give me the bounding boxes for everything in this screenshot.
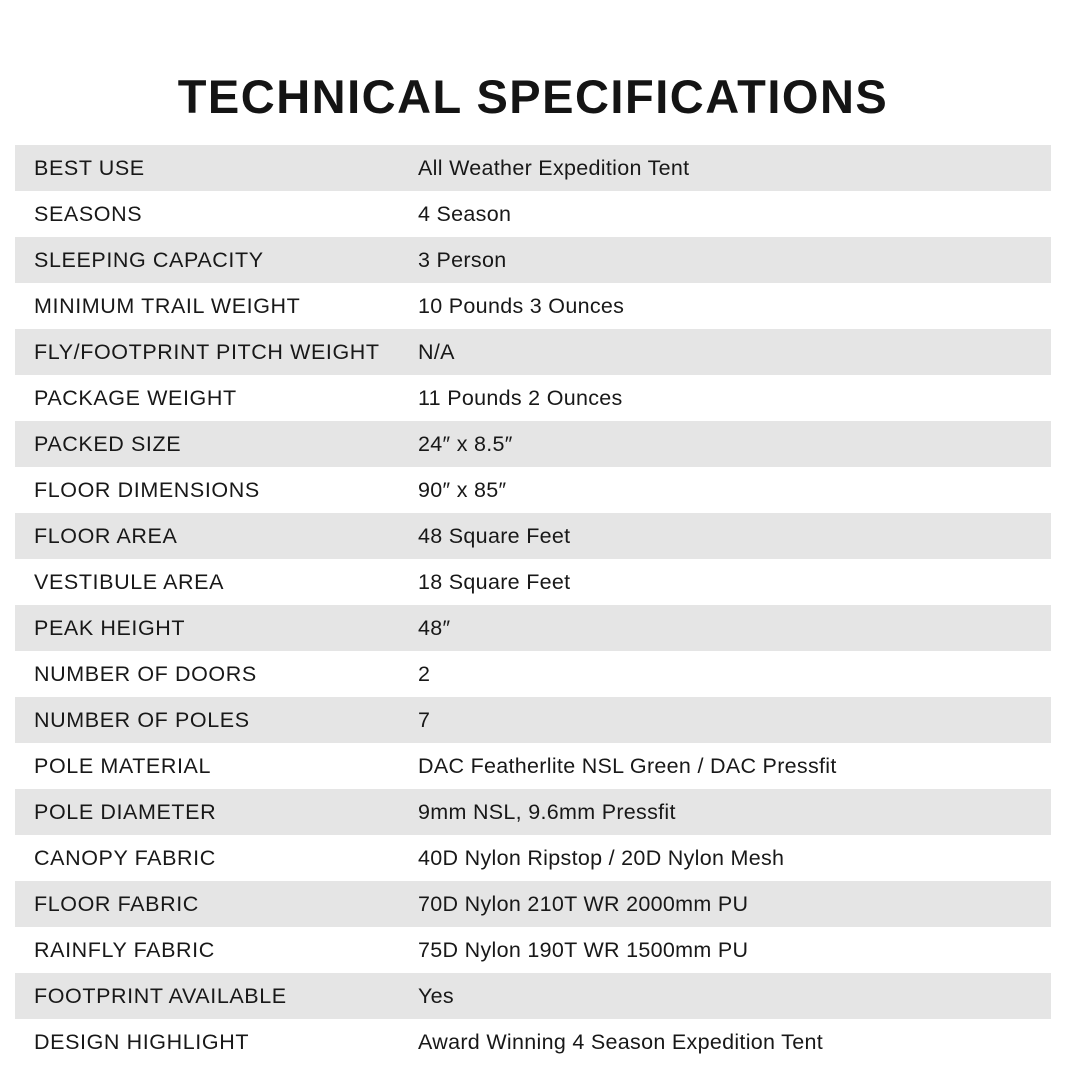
- page-title: TECHNICAL SPECIFICATIONS: [177, 70, 889, 124]
- spec-value: Award Winning 4 Season Expedition Tent: [418, 1029, 824, 1054]
- spec-row-peak-height: [15, 605, 1051, 651]
- spec-value: 90″ x 85″: [418, 477, 507, 502]
- spec-value: 7: [418, 707, 431, 732]
- spec-row-vestibule-area: [15, 559, 1051, 605]
- spec-row-pole-diameter: [15, 789, 1051, 835]
- spec-label: NUMBER OF DOORS: [34, 661, 257, 686]
- spec-row-footprint-available: [15, 973, 1051, 1019]
- spec-value: 2: [418, 661, 431, 686]
- spec-value: 48 Square Feet: [418, 523, 571, 548]
- spec-label: FLY/FOOTPRINT PITCH WEIGHT: [34, 339, 380, 364]
- spec-label: FOOTPRINT AVAILABLE: [34, 983, 287, 1008]
- spec-label: RAINFLY FABRIC: [34, 937, 215, 962]
- spec-value: 40D Nylon Ripstop / 20D Nylon Mesh: [418, 845, 785, 870]
- spec-row-sleeping-capacity: [15, 237, 1051, 283]
- spec-value: 9mm NSL, 9.6mm Pressfit: [418, 799, 676, 824]
- spec-value: 48″: [418, 615, 451, 640]
- spec-row-package-weight: [15, 375, 1051, 421]
- spec-value: 10 Pounds 3 Ounces: [418, 293, 625, 318]
- spec-label: SLEEPING CAPACITY: [34, 247, 264, 272]
- spec-label: FLOOR AREA: [34, 523, 178, 548]
- spec-value: 11 Pounds 2 Ounces: [418, 385, 623, 410]
- spec-row-packed-size: [15, 421, 1051, 467]
- spec-label: PACKAGE WEIGHT: [34, 385, 237, 410]
- spec-row-floor-area: [15, 513, 1051, 559]
- spec-label: BEST USE: [34, 155, 145, 180]
- spec-label: DESIGN HIGHLIGHT: [34, 1029, 250, 1054]
- spec-value: 4 Season: [418, 201, 512, 226]
- spec-label: SEASONS: [34, 201, 143, 226]
- spec-label: MINIMUM TRAIL WEIGHT: [34, 293, 301, 318]
- spec-row-design-highlight: [15, 1019, 1051, 1065]
- spec-row-fly-footprint-pitch-weight: [15, 329, 1051, 375]
- spec-label: NUMBER OF POLES: [34, 707, 250, 732]
- spec-value: N/A: [418, 339, 455, 364]
- spec-label: POLE MATERIAL: [34, 753, 212, 778]
- spec-row-best-use: [15, 145, 1051, 191]
- spec-row-floor-dimensions: [15, 467, 1051, 513]
- spec-value: 70D Nylon 210T WR 2000mm PU: [418, 891, 749, 916]
- spec-table: [15, 145, 1051, 1065]
- spec-label: VESTIBULE AREA: [34, 569, 225, 594]
- spec-row-pole-material: [15, 743, 1051, 789]
- spec-label: POLE DIAMETER: [34, 799, 217, 824]
- spec-value: 3 Person: [418, 247, 507, 272]
- spec-row-canopy-fabric: [15, 835, 1051, 881]
- spec-value: 24″ x 8.5″: [418, 431, 513, 456]
- spec-label: FLOOR DIMENSIONS: [34, 477, 260, 502]
- spec-row-number-of-doors: [15, 651, 1051, 697]
- spec-label: PEAK HEIGHT: [34, 615, 186, 640]
- spec-row-number-of-poles: [15, 697, 1051, 743]
- spec-value: 18 Square Feet: [418, 569, 571, 594]
- spec-value: Yes: [418, 983, 454, 1008]
- spec-value: DAC Featherlite NSL Green / DAC Pressfit: [418, 753, 837, 778]
- spec-row-minimum-trail-weight: [15, 283, 1051, 329]
- spec-row-rainfly-fabric: [15, 927, 1051, 973]
- spec-value: All Weather Expedition Tent: [418, 155, 690, 180]
- spec-value: 75D Nylon 190T WR 1500mm PU: [418, 937, 749, 962]
- spec-label: CANOPY FABRIC: [34, 845, 216, 870]
- spec-label: PACKED SIZE: [34, 431, 182, 456]
- spec-row-floor-fabric: [15, 881, 1051, 927]
- spec-label: FLOOR FABRIC: [34, 891, 199, 916]
- spec-row-seasons: [15, 191, 1051, 237]
